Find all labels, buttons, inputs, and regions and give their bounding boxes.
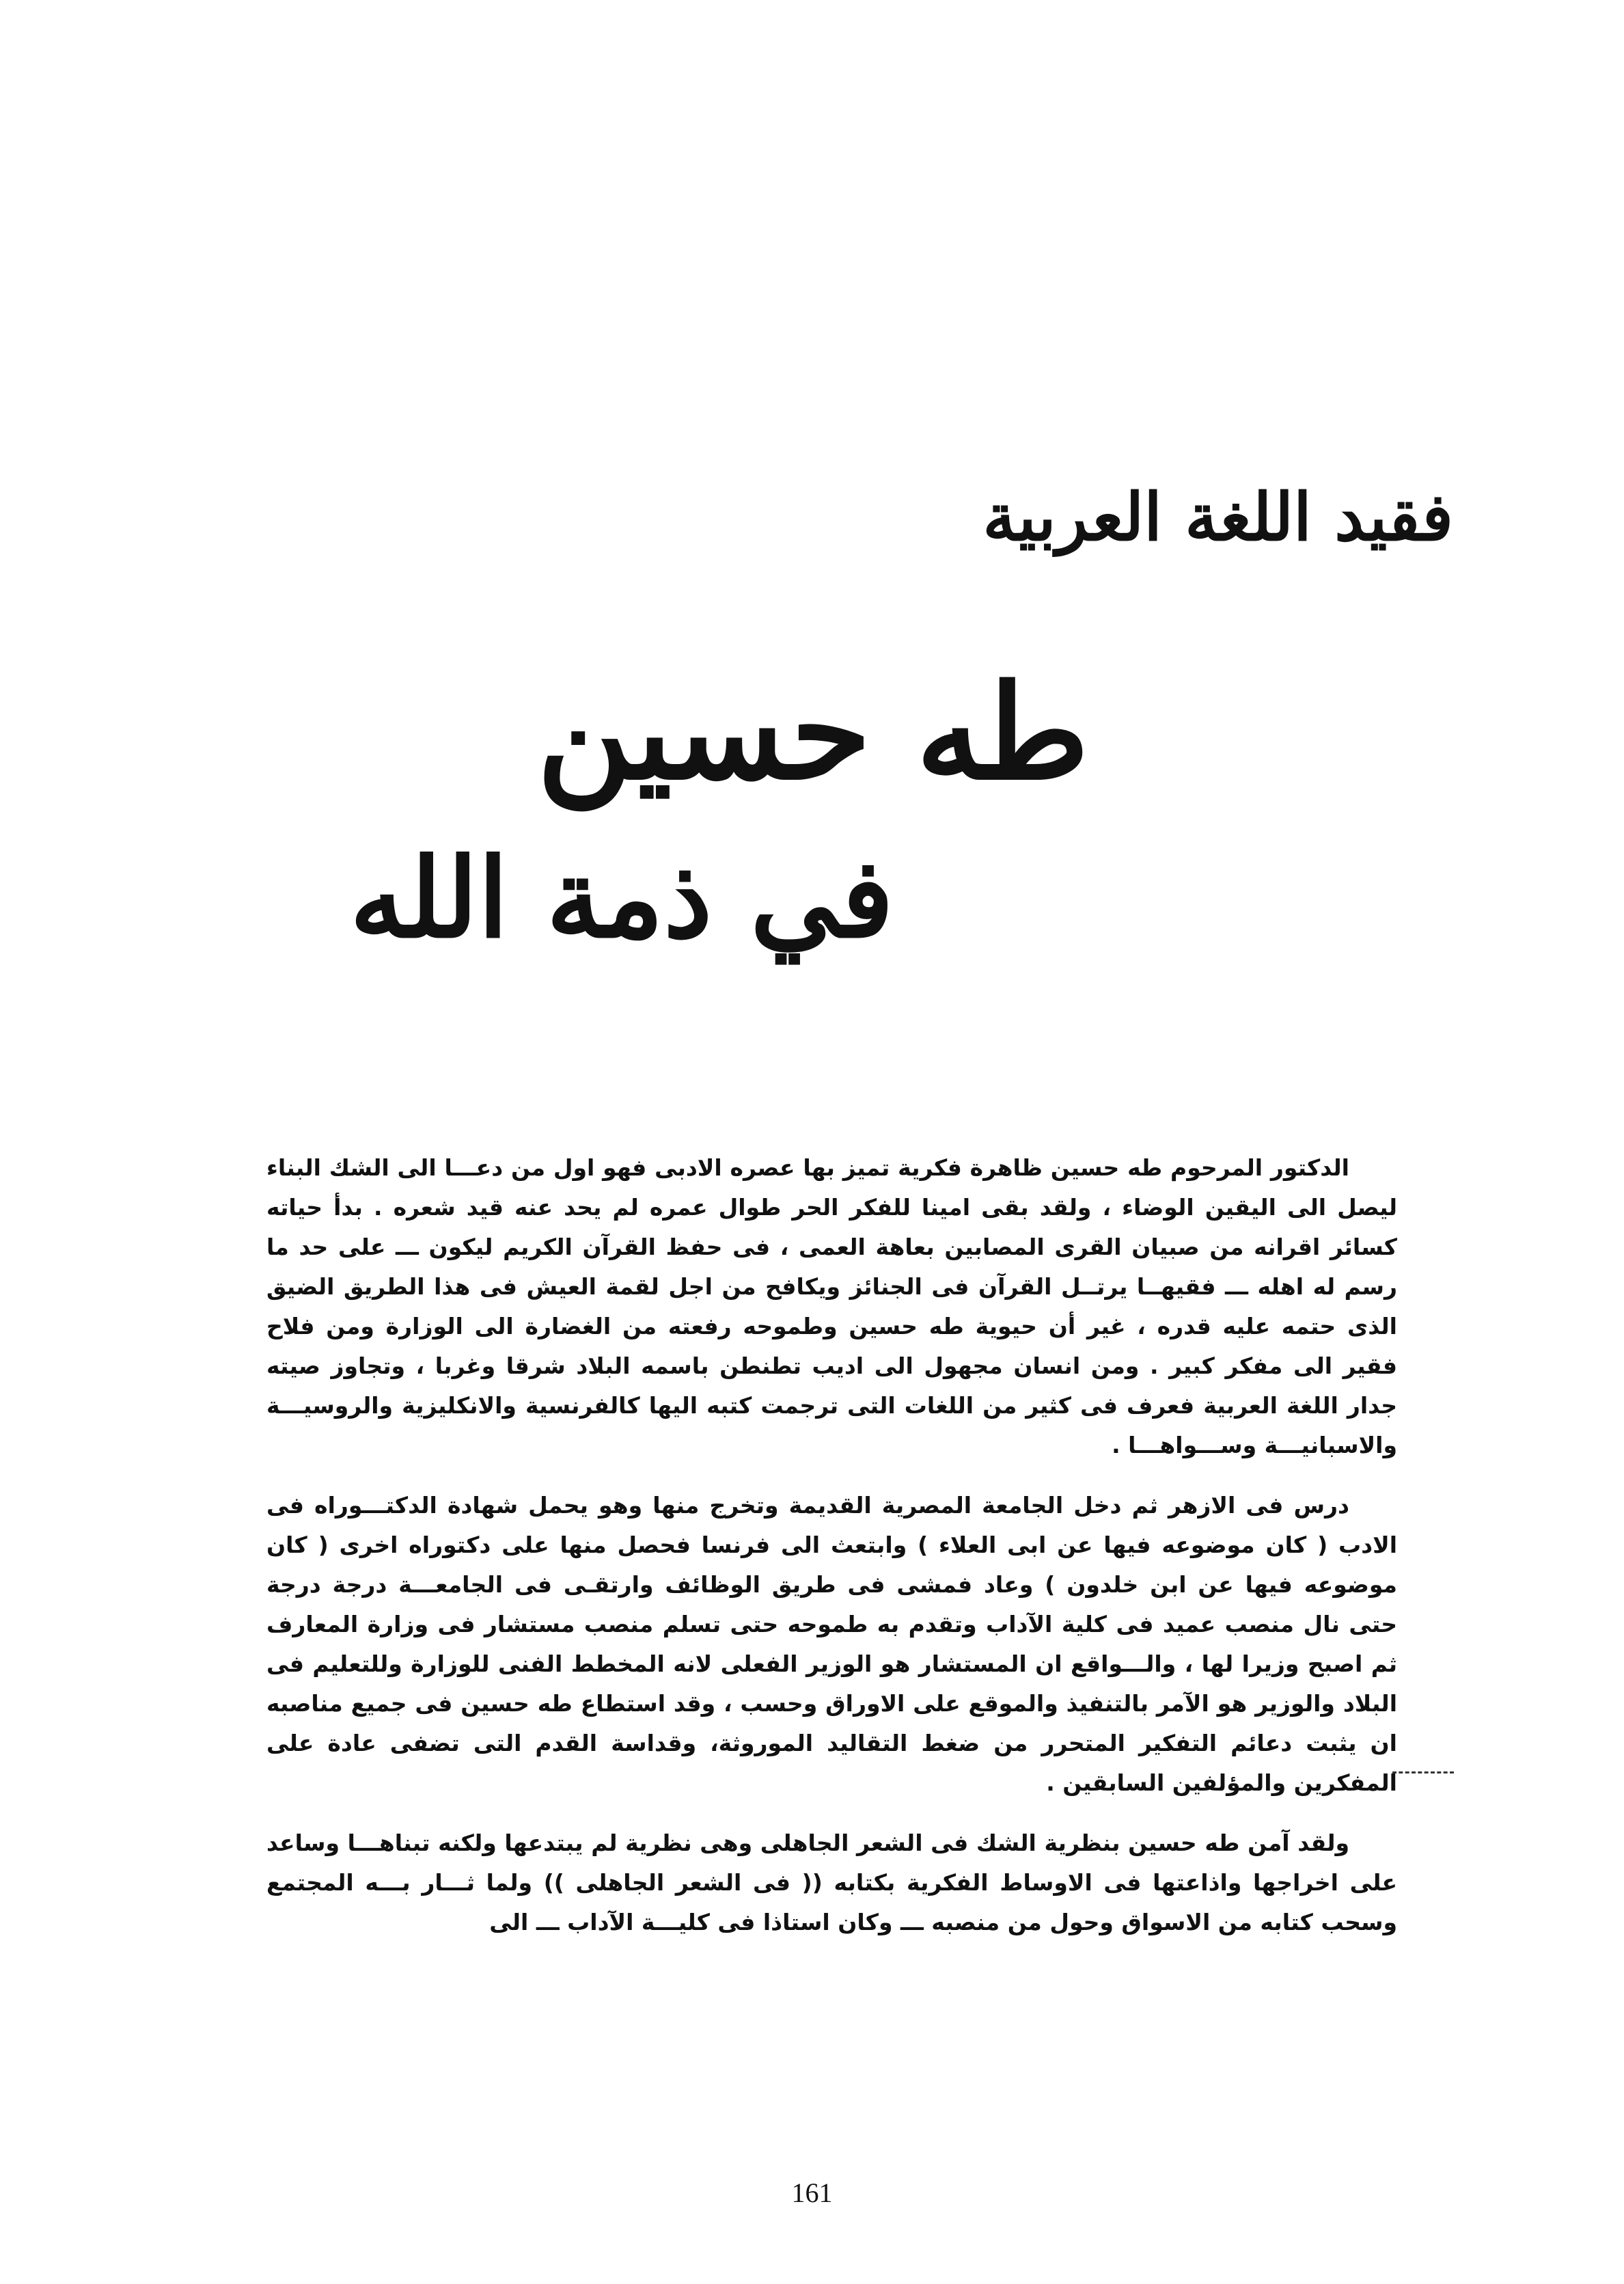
paragraph-1: الدكتور المرحوم طه حسين ظاهرة فكرية تميز بها عصره الادبى فهو اول من دعـــا الى الشك البناء ليصل الى اليقين الوضاء ، ولقد بقى امينا للفكر الحر طوال عمره لم يحد عنه قيد شعره . بدأ حياته كسائر اقرانه من صبيان القرى المصابين بعاهة العمى ، فى حفظ القرآن الكريم ليكون ـــ على حد ما رسم له اهله ـــ فقيهــا يرتــل القرآن فى الجنائز ويكافح من اجل لقمة العيش فى هذا الطريق الضيق الذى حتمه عليه قدره ، غير أن حيوية طه حسين وطموحه رفعته من الغضارة الى الوزارة ومن فلاح فقير الى مفكر كبير . ومن انسان مجهول الى اديب تطنطن باسمه البلاد شرقا وغربا ، وتجاوز صيته جدار اللغة العربية فعرف فى كثير من اللغات التى ترجمت كتبه اليها كالفرنسية والانكليزية والروسيـــة والاسبانيـــة وســـواهـــا . bbox=[266, 1154, 1397, 1458]
paragraph-2: درس فى الازهر ثم دخل الجامعة المصرية القديمة وتخرج منها وهو يحمل شهادة الدكتـــوراه فى الادب ( كان موضوعه فيها عن ابى العلاء ) وابتعث الى فرنسا فحصل منها على دكتوراه اخرى ( كان موضوعه فيها عن ابن خلدون ) وعاد فمشى فى طريق الوظائف وارتقـى فى الجامعـــة درجة درجة حتى نال منصب عميد فى كلية الآداب وتقدم به طموحه حتى تسلم منصب مستشار فى وزارة المعارف ثم اصبح وزيرا لها ، والـــواقع ان المستشار هو الوزير الفعلى لانه المخطط الفنى للوزارة وللتعليم فى البلاد والوزير هو الآمر بالتنفيذ والموقع على الاوراق وحسب ، وقد استطاع طه حسين فى جميع مناصبه ان يثبت دعائم التفكير المتحرر من ضغط التقاليد الموروثة، وقداسة القدم التى تضفى عادة على المفكرين والمؤلفين السابقين . bbox=[266, 1492, 1397, 1796]
title-tagline: في ذمة الله bbox=[350, 834, 894, 962]
paragraph-3: ولقد آمن طه حسين بنظرية الشك فى الشعر الجاهلى وهى نظرية لم يبتدعها ولكنه تبناهـــا وساعد على اخراجها واذاعتها فى الاوساط الفكرية بكتابه (( فى الشعر الجاهلى )) ولما ثـــار بـــه المجتمع وسحب كتابه من الاسواق وحول من منصبه ـــ وكان استاذا فى كليـــة الآداب ـــ الى bbox=[266, 1830, 1397, 1935]
page-number: 161 bbox=[791, 2177, 833, 2208]
title-name: طه حسين bbox=[536, 656, 1090, 808]
title-subheading: فقيد اللغة العربية bbox=[982, 478, 1453, 556]
article-body bbox=[266, 1148, 1397, 1963]
margin-mark bbox=[1392, 1771, 1454, 1776]
